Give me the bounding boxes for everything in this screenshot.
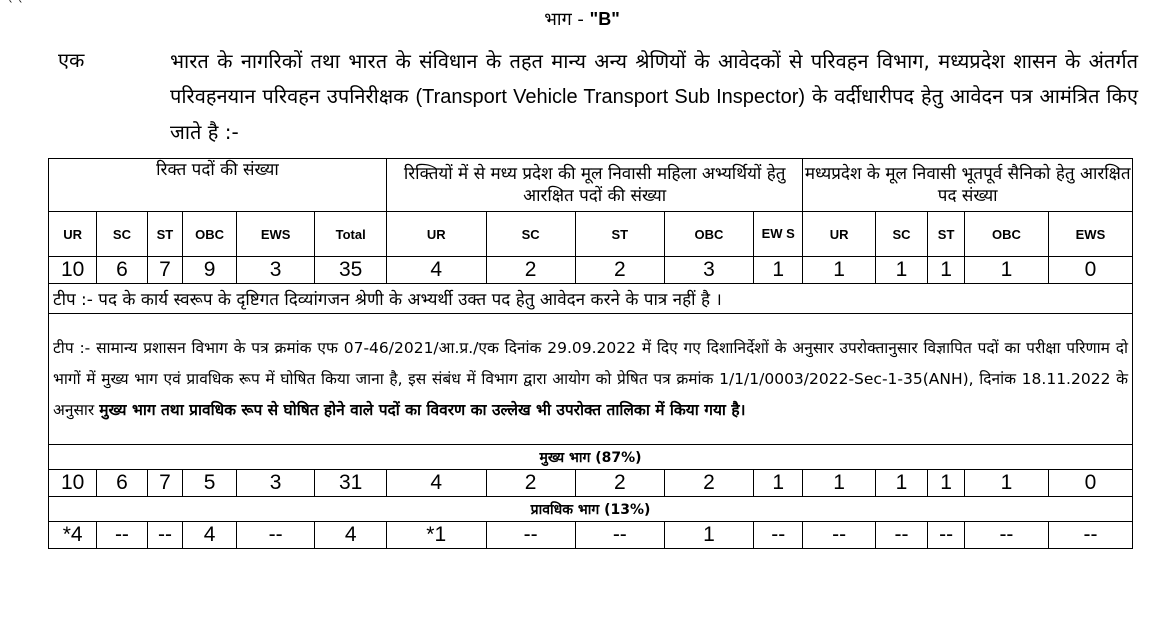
column-code: ST bbox=[575, 212, 664, 257]
table-cell: -- bbox=[754, 522, 803, 549]
provisional-section-row bbox=[49, 497, 1133, 522]
table-cell: 3 bbox=[664, 257, 753, 284]
column-code: SC bbox=[875, 212, 927, 257]
table-cell: 2 bbox=[486, 470, 575, 497]
table-cell: 2 bbox=[575, 257, 664, 284]
intro-paragraph bbox=[170, 44, 1138, 150]
column-code: EWS bbox=[236, 212, 315, 257]
table-cell: 7 bbox=[147, 257, 183, 284]
table-cell: *1 bbox=[386, 522, 486, 549]
intro-label: एक bbox=[58, 48, 85, 72]
table-cell: 4 bbox=[315, 522, 386, 549]
heading-prefix: भाग - bbox=[544, 9, 590, 30]
table-cell: -- bbox=[928, 522, 965, 549]
table-cell: -- bbox=[803, 522, 875, 549]
table-cell: *4 bbox=[49, 522, 97, 549]
table-cell: -- bbox=[147, 522, 183, 549]
group-header-row bbox=[49, 159, 1133, 212]
table-cell: 10 bbox=[49, 470, 97, 497]
provisional-section-label: प्रावधिक भाग (13%) bbox=[49, 497, 1133, 522]
main-row bbox=[49, 470, 1133, 497]
column-code: OBC bbox=[183, 212, 237, 257]
table-cell: 2 bbox=[486, 257, 575, 284]
table-cell: -- bbox=[964, 522, 1048, 549]
table-cell: 1 bbox=[803, 257, 875, 284]
table-cell: 31 bbox=[315, 470, 386, 497]
table-cell: 0 bbox=[1048, 257, 1132, 284]
column-code: EWS bbox=[1048, 212, 1132, 257]
column-code: UR bbox=[49, 212, 97, 257]
table-cell: 1 bbox=[875, 470, 927, 497]
table-cell: 1 bbox=[754, 470, 803, 497]
table-cell: 2 bbox=[664, 470, 753, 497]
intro-text-2: के वर्दीधारीपद हेतु आवेदन पत्र आमंत्रित किए जाते है :- bbox=[170, 84, 1139, 144]
note-disability: टीप :- पद के कार्य स्वरूप के दृष्टिगत दिव्यांगजन श्रेणी के अभ्यर्थी उक्त पद हेतु आवेदन करने के पात्र नहीं है । bbox=[49, 284, 1133, 314]
group-header-ex-servicemen: मध्यप्रदेश के मूल निवासी भूतपूर्व सैनिको हेतु आरक्षित पद संख्या bbox=[803, 159, 1133, 212]
intro-text-1: भारत के नागरिकों तथा भारत के संविधान के तहत मान्य अन्य श्रेणियों के आवेदकों से परिवहन विभाग, मध्यप्रदेश शासन के अंतर्गत परिवहनयान परिवहन उपनिरीक्षक bbox=[170, 49, 1138, 108]
note-2-bold-text: मुख्य भाग तथा प्रावधिक रूप से घोषित होने वाले पदों का विवरण का उल्लेख भी उपरोक्त तालिका में किया गया है। bbox=[99, 400, 746, 419]
total-row bbox=[49, 257, 1133, 284]
column-code: UR bbox=[386, 212, 486, 257]
column-code: EW S bbox=[754, 212, 803, 257]
column-code-row bbox=[49, 212, 1133, 257]
table-cell: -- bbox=[236, 522, 315, 549]
column-code: ST bbox=[147, 212, 183, 257]
table-cell: 3 bbox=[236, 470, 315, 497]
table-cell: -- bbox=[97, 522, 147, 549]
table-cell: 1 bbox=[964, 257, 1048, 284]
table-cell: 6 bbox=[97, 257, 147, 284]
table-cell: 1 bbox=[664, 522, 753, 549]
column-code: Total bbox=[315, 212, 386, 257]
table-cell: 10 bbox=[49, 257, 97, 284]
heading-part: "B" bbox=[589, 9, 620, 29]
column-code: ST bbox=[928, 212, 965, 257]
table-cell: 4 bbox=[386, 470, 486, 497]
table-cell: 2 bbox=[575, 470, 664, 497]
note-2-text: टीप :- सामान्य प्रशासन विभाग के पत्र क्रमांक एफ 07-46/2021/आ.प्र./एक दिनांक 29.09.2022 में दिए गए दिशानिर्देशों के अनुसार उपरोक्तानुसार विज्ञापित पदों का परीक्षा परिणाम दो भागों में मुख्य भाग एवं प्रावधिक रूप में घोषित किया जाना है, इस संबंध में विभाग द्वारा आयोग को प्रेषित पत्र क्रमांक 1/1/1/0003/2022-Sec-1-35(ANH), दिनांक 18.11.2022 के अनुसार bbox=[53, 338, 1128, 419]
group-header-vacancies: रिक्त पदों की संख्या bbox=[49, 159, 387, 212]
column-code: OBC bbox=[964, 212, 1048, 257]
note-2-row bbox=[49, 314, 1133, 445]
main-section-row bbox=[49, 445, 1133, 470]
table-cell: 5 bbox=[183, 470, 237, 497]
table-cell: 4 bbox=[386, 257, 486, 284]
table-cell: 7 bbox=[147, 470, 183, 497]
vacancy-table bbox=[48, 158, 1133, 549]
note-result-declaration bbox=[49, 314, 1133, 445]
table-cell: 1 bbox=[875, 257, 927, 284]
table-cell: 35 bbox=[315, 257, 386, 284]
corner-marks: ` ˋ bbox=[8, 0, 24, 13]
table-cell: -- bbox=[575, 522, 664, 549]
column-code: UR bbox=[803, 212, 875, 257]
table-cell: -- bbox=[875, 522, 927, 549]
table-cell: 1 bbox=[754, 257, 803, 284]
column-code: SC bbox=[486, 212, 575, 257]
table-cell: 0 bbox=[1048, 470, 1132, 497]
table-cell: 3 bbox=[236, 257, 315, 284]
provisional-row bbox=[49, 522, 1133, 549]
intro-text-english: (Transport Vehicle Transport Sub Inspector) bbox=[415, 86, 806, 108]
table-cell: 4 bbox=[183, 522, 237, 549]
table-cell: 1 bbox=[803, 470, 875, 497]
table-cell: 1 bbox=[928, 470, 965, 497]
note-1-row bbox=[49, 284, 1133, 314]
table-cell: -- bbox=[1048, 522, 1132, 549]
group-header-women: रिक्तियों में से मध्य प्रदेश की मूल निवासी महिला अभ्यर्थियों हेतु आरक्षित पदों की संख्या bbox=[386, 159, 803, 212]
table-cell: 1 bbox=[964, 470, 1048, 497]
column-code: SC bbox=[97, 212, 147, 257]
table-cell: 9 bbox=[183, 257, 237, 284]
table-cell: 6 bbox=[97, 470, 147, 497]
column-code: OBC bbox=[664, 212, 753, 257]
table-cell: 1 bbox=[928, 257, 965, 284]
table-cell: -- bbox=[486, 522, 575, 549]
main-section-label: मुख्य भाग (87%) bbox=[49, 445, 1133, 470]
section-heading bbox=[0, 8, 1164, 31]
